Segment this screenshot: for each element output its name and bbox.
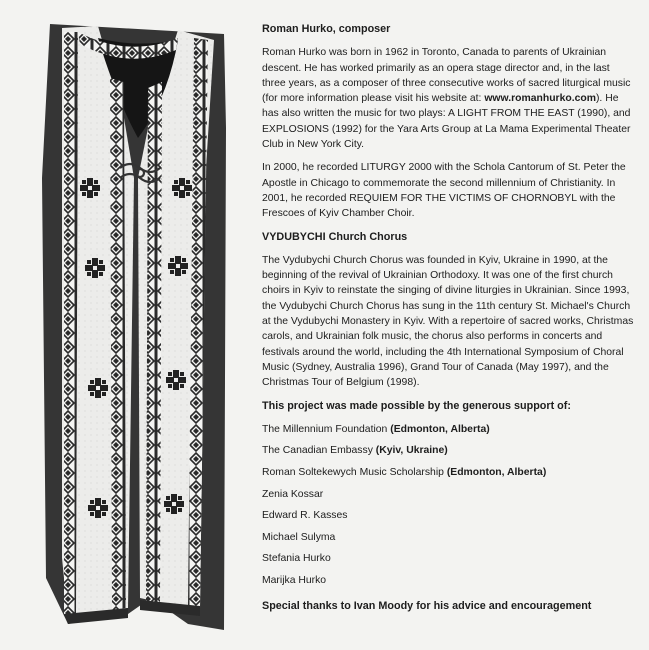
special-thanks: Special thanks to Ivan Moody for his advice and encouragement [262, 599, 592, 612]
sponsor-name: The Millennium Foundation [262, 423, 391, 435]
sponsor-location: (Kyiv, Ukraine) [375, 445, 448, 457]
sponsor-list [262, 422, 634, 588]
sponsor-name: Zenia Kossar [262, 488, 324, 500]
sponsor-item [262, 530, 634, 545]
chorus-bio-paragraph: The Vydubychi Church Chorus was founded in Kyiv, Ukraine in 1990, at the beginning of the revival of Ukrainian Orthodoxy. It was one of the first church choirs in Kyiv to reinstate the singing of divine liturgies in Ukrainian. Since 1993, the Vydubychi Church Chorus has sung in the 11th century St. Michael's Church at the Vydubychi Monastery in Kyiv. With a repertoire of sacred works, Christmas carols, and Ukrainian folk music, the chorus also performs in concerts and festivals around the world, including the 4th International Symposium of Choral Music (Sydney, Australia 1996), Grand Tour of Canada (May 1997), and the Christmas Tour of Belgium (1998). [262, 254, 634, 389]
composer-bio-text-a: Roman Hurko was born in 1962 in Toronto, Canada to parents of Ukrainian descent. He has worked primarily as an opera stage director and, in the last three years, as a composer of three consecutive works of sacred liturgical music (for more information please visit his website at: [262, 47, 631, 105]
sponsor-item [262, 573, 634, 588]
composer-bio-paragraph-1 [262, 45, 634, 152]
support-heading: This project was made possible by the generous support of: [262, 399, 571, 412]
sponsor-item [262, 422, 634, 437]
sponsor-name: Marijka Hurko [262, 574, 327, 586]
composer-bio-paragraph-2: In 2000, he recorded LITURGY 2000 with the Schola Cantorum of St. Peter the Apostle in Chicago to commemorate the second millennium of Christianity. In 2001, he recorded REQUIEM FOR THE VICTIMS OF CHORNOBYL with the Frescoes of Kyiv Chamber Choir. [262, 162, 626, 220]
sponsor-item [262, 465, 634, 480]
sponsor-name: Michael Sulyma [262, 531, 336, 543]
sponsor-name: The Canadian Embassy [262, 445, 376, 457]
composer-website-link[interactable]: www.romanhurko.com [484, 93, 596, 105]
sponsor-location: (Edmonton, Alberta) [390, 423, 490, 435]
composer-heading: Roman Hurko, composer [262, 23, 391, 35]
sponsor-item [262, 551, 634, 566]
sponsor-item [262, 508, 634, 523]
sponsor-name: Roman Soltekewych Music Scholarship [262, 467, 447, 479]
sponsor-name: Stefania Hurko [262, 553, 331, 565]
embroidered-stole-photo [28, 18, 236, 630]
sponsor-item [262, 487, 634, 502]
text-column [262, 22, 634, 622]
composer-bio-text-b: ). He has also written the music for two plays: A LIGHT FROM THE EAST (1990), and EXPLOSIONS (1992) for the Yara Arts Group at La Mama Experimental Theater Club in New York City. [262, 93, 631, 151]
sponsor-item [262, 443, 634, 458]
sponsor-name: Edward R. Kasses [262, 510, 348, 522]
sponsor-location: (Edmonton, Alberta) [446, 467, 547, 479]
chorus-heading: VYDUBYCHI Church Chorus [262, 230, 408, 243]
